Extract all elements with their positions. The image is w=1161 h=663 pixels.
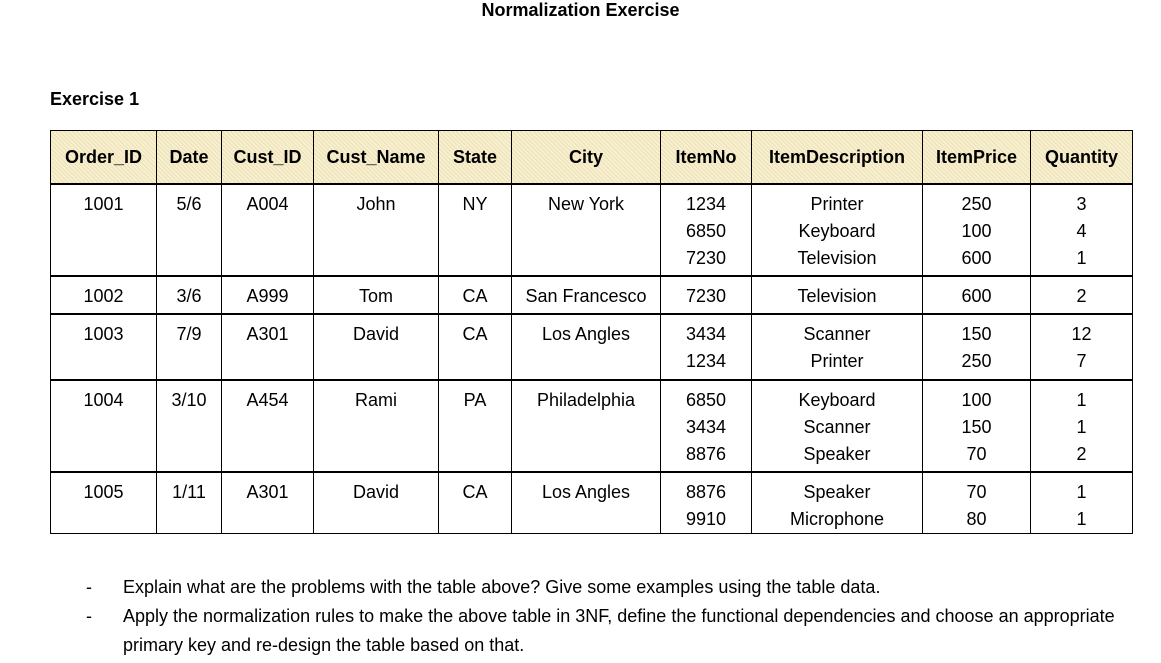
item-no: 7230 — [685, 286, 727, 306]
state-cell: CA — [439, 276, 512, 314]
item-no: 8876 — [685, 482, 727, 502]
item-no-cell — [661, 184, 752, 276]
cust-name-cell: Tom — [314, 276, 439, 314]
date-cell: 3/10 — [157, 380, 222, 472]
quantity: 1 — [1076, 509, 1087, 529]
column-header: Cust_Name — [314, 131, 439, 185]
item-description: Scanner — [803, 417, 871, 437]
bullet-dash: - — [86, 577, 92, 597]
item-no-cell — [661, 472, 752, 534]
section-title: Exercise 1 — [50, 89, 140, 109]
item-description: Speaker — [803, 444, 871, 464]
city-cell: Los Angles — [512, 314, 661, 380]
item-no: 6850 — [685, 221, 727, 241]
item-price: 250 — [961, 194, 992, 214]
item-no-cell — [661, 276, 752, 314]
item-price: 150 — [961, 324, 992, 344]
quantity: 3 — [1076, 194, 1087, 214]
quantity: 1 — [1076, 417, 1087, 437]
column-header: Order_ID — [51, 131, 157, 185]
item-price-cell — [923, 472, 1031, 534]
cust-id-cell: A999 — [222, 276, 314, 314]
city-cell: New York — [512, 184, 661, 276]
order-id-cell: 1005 — [51, 472, 157, 534]
item-description: Television — [797, 286, 877, 306]
item-no: 9910 — [685, 509, 727, 529]
column-header: ItemDescription — [752, 131, 923, 185]
item-price-cell — [923, 276, 1031, 314]
item-price: 100 — [961, 390, 992, 410]
quantity: 2 — [1076, 286, 1087, 306]
item-description: Keyboard — [798, 221, 876, 241]
item-price-cell — [923, 314, 1031, 380]
city-cell: Philadelphia — [512, 380, 661, 472]
cust-id-cell: A301 — [222, 472, 314, 534]
item-description: Scanner — [803, 324, 871, 344]
quantity-cell — [1031, 380, 1133, 472]
item-no: 3434 — [685, 417, 727, 437]
quantity: 7 — [1076, 351, 1087, 371]
table-row — [51, 314, 1133, 380]
list-item — [86, 573, 1126, 602]
item-price: 80 — [966, 509, 987, 529]
item-description-cell — [752, 276, 923, 314]
orders-table — [50, 130, 1133, 534]
item-description-cell — [752, 184, 923, 276]
item-no: 3434 — [685, 324, 727, 344]
city-cell: Los Angles — [512, 472, 661, 534]
state-cell: NY — [439, 184, 512, 276]
item-price: 600 — [961, 248, 992, 268]
item-description: Microphone — [789, 509, 885, 529]
item-price: 70 — [966, 482, 987, 502]
item-price: 100 — [961, 221, 992, 241]
list-item — [86, 602, 1126, 660]
instruction-text: Explain what are the problems with the table above? Give some examples using the table data. — [123, 577, 881, 597]
cust-name-cell: David — [314, 314, 439, 380]
item-no: 6850 — [685, 390, 727, 410]
column-header: Date — [157, 131, 222, 185]
item-price: 150 — [961, 417, 992, 437]
state-cell: PA — [439, 380, 512, 472]
quantity: 2 — [1076, 444, 1087, 464]
column-header: State — [439, 131, 512, 185]
quantity-cell — [1031, 314, 1133, 380]
page-title: Normalization Exercise — [481, 0, 680, 20]
cust-id-cell: A004 — [222, 184, 314, 276]
order-id-cell: 1004 — [51, 380, 157, 472]
order-id-cell: 1001 — [51, 184, 157, 276]
cust-name-cell: Rami — [314, 380, 439, 472]
table-row — [51, 276, 1133, 314]
date-cell: 5/6 — [157, 184, 222, 276]
item-description: Printer — [810, 194, 864, 214]
item-description: Speaker — [803, 482, 871, 502]
item-no: 8876 — [685, 444, 727, 464]
item-no: 1234 — [685, 194, 727, 214]
item-no: 7230 — [685, 248, 727, 268]
table-header-row — [51, 131, 1133, 185]
item-description-cell — [752, 314, 923, 380]
state-cell: CA — [439, 314, 512, 380]
instruction-text: Apply the normalization rules to make the above table in 3NF, define the functional dependencies and choose an appropriate primary key and re-design the table based on that. — [123, 606, 1115, 655]
column-header: ItemNo — [661, 131, 752, 185]
quantity: 12 — [1071, 324, 1092, 344]
cust-id-cell: A301 — [222, 314, 314, 380]
item-no-cell — [661, 380, 752, 472]
item-price-cell — [923, 184, 1031, 276]
item-description: Keyboard — [798, 390, 876, 410]
date-cell: 3/6 — [157, 276, 222, 314]
item-price: 600 — [961, 286, 992, 306]
cust-name-cell: David — [314, 472, 439, 534]
column-header: ItemPrice — [923, 131, 1031, 185]
quantity: 1 — [1076, 482, 1087, 502]
column-header: City — [512, 131, 661, 185]
quantity-cell — [1031, 184, 1133, 276]
item-description: Printer — [810, 351, 864, 371]
quantity: 1 — [1076, 390, 1087, 410]
column-header: Quantity — [1031, 131, 1133, 185]
date-cell: 1/11 — [157, 472, 222, 534]
table-row — [51, 184, 1133, 276]
order-id-cell: 1002 — [51, 276, 157, 314]
instructions-list — [86, 573, 1126, 660]
date-cell: 7/9 — [157, 314, 222, 380]
cust-name-cell: John — [314, 184, 439, 276]
item-price: 70 — [966, 444, 987, 464]
bullet-dash: - — [86, 606, 92, 626]
item-price: 250 — [961, 351, 992, 371]
item-description-cell — [752, 472, 923, 534]
state-cell: CA — [439, 472, 512, 534]
order-id-cell: 1003 — [51, 314, 157, 380]
item-no-cell — [661, 314, 752, 380]
column-header: Cust_ID — [222, 131, 314, 185]
item-description: Television — [797, 248, 877, 268]
item-description-cell — [752, 380, 923, 472]
cust-id-cell: A454 — [222, 380, 314, 472]
item-price-cell — [923, 380, 1031, 472]
table-row — [51, 472, 1133, 534]
quantity: 1 — [1076, 248, 1087, 268]
quantity-cell — [1031, 472, 1133, 534]
table-row — [51, 380, 1133, 472]
quantity-cell — [1031, 276, 1133, 314]
quantity: 4 — [1076, 221, 1087, 241]
item-no: 1234 — [685, 351, 727, 371]
city-cell: San Francesco — [512, 276, 661, 314]
